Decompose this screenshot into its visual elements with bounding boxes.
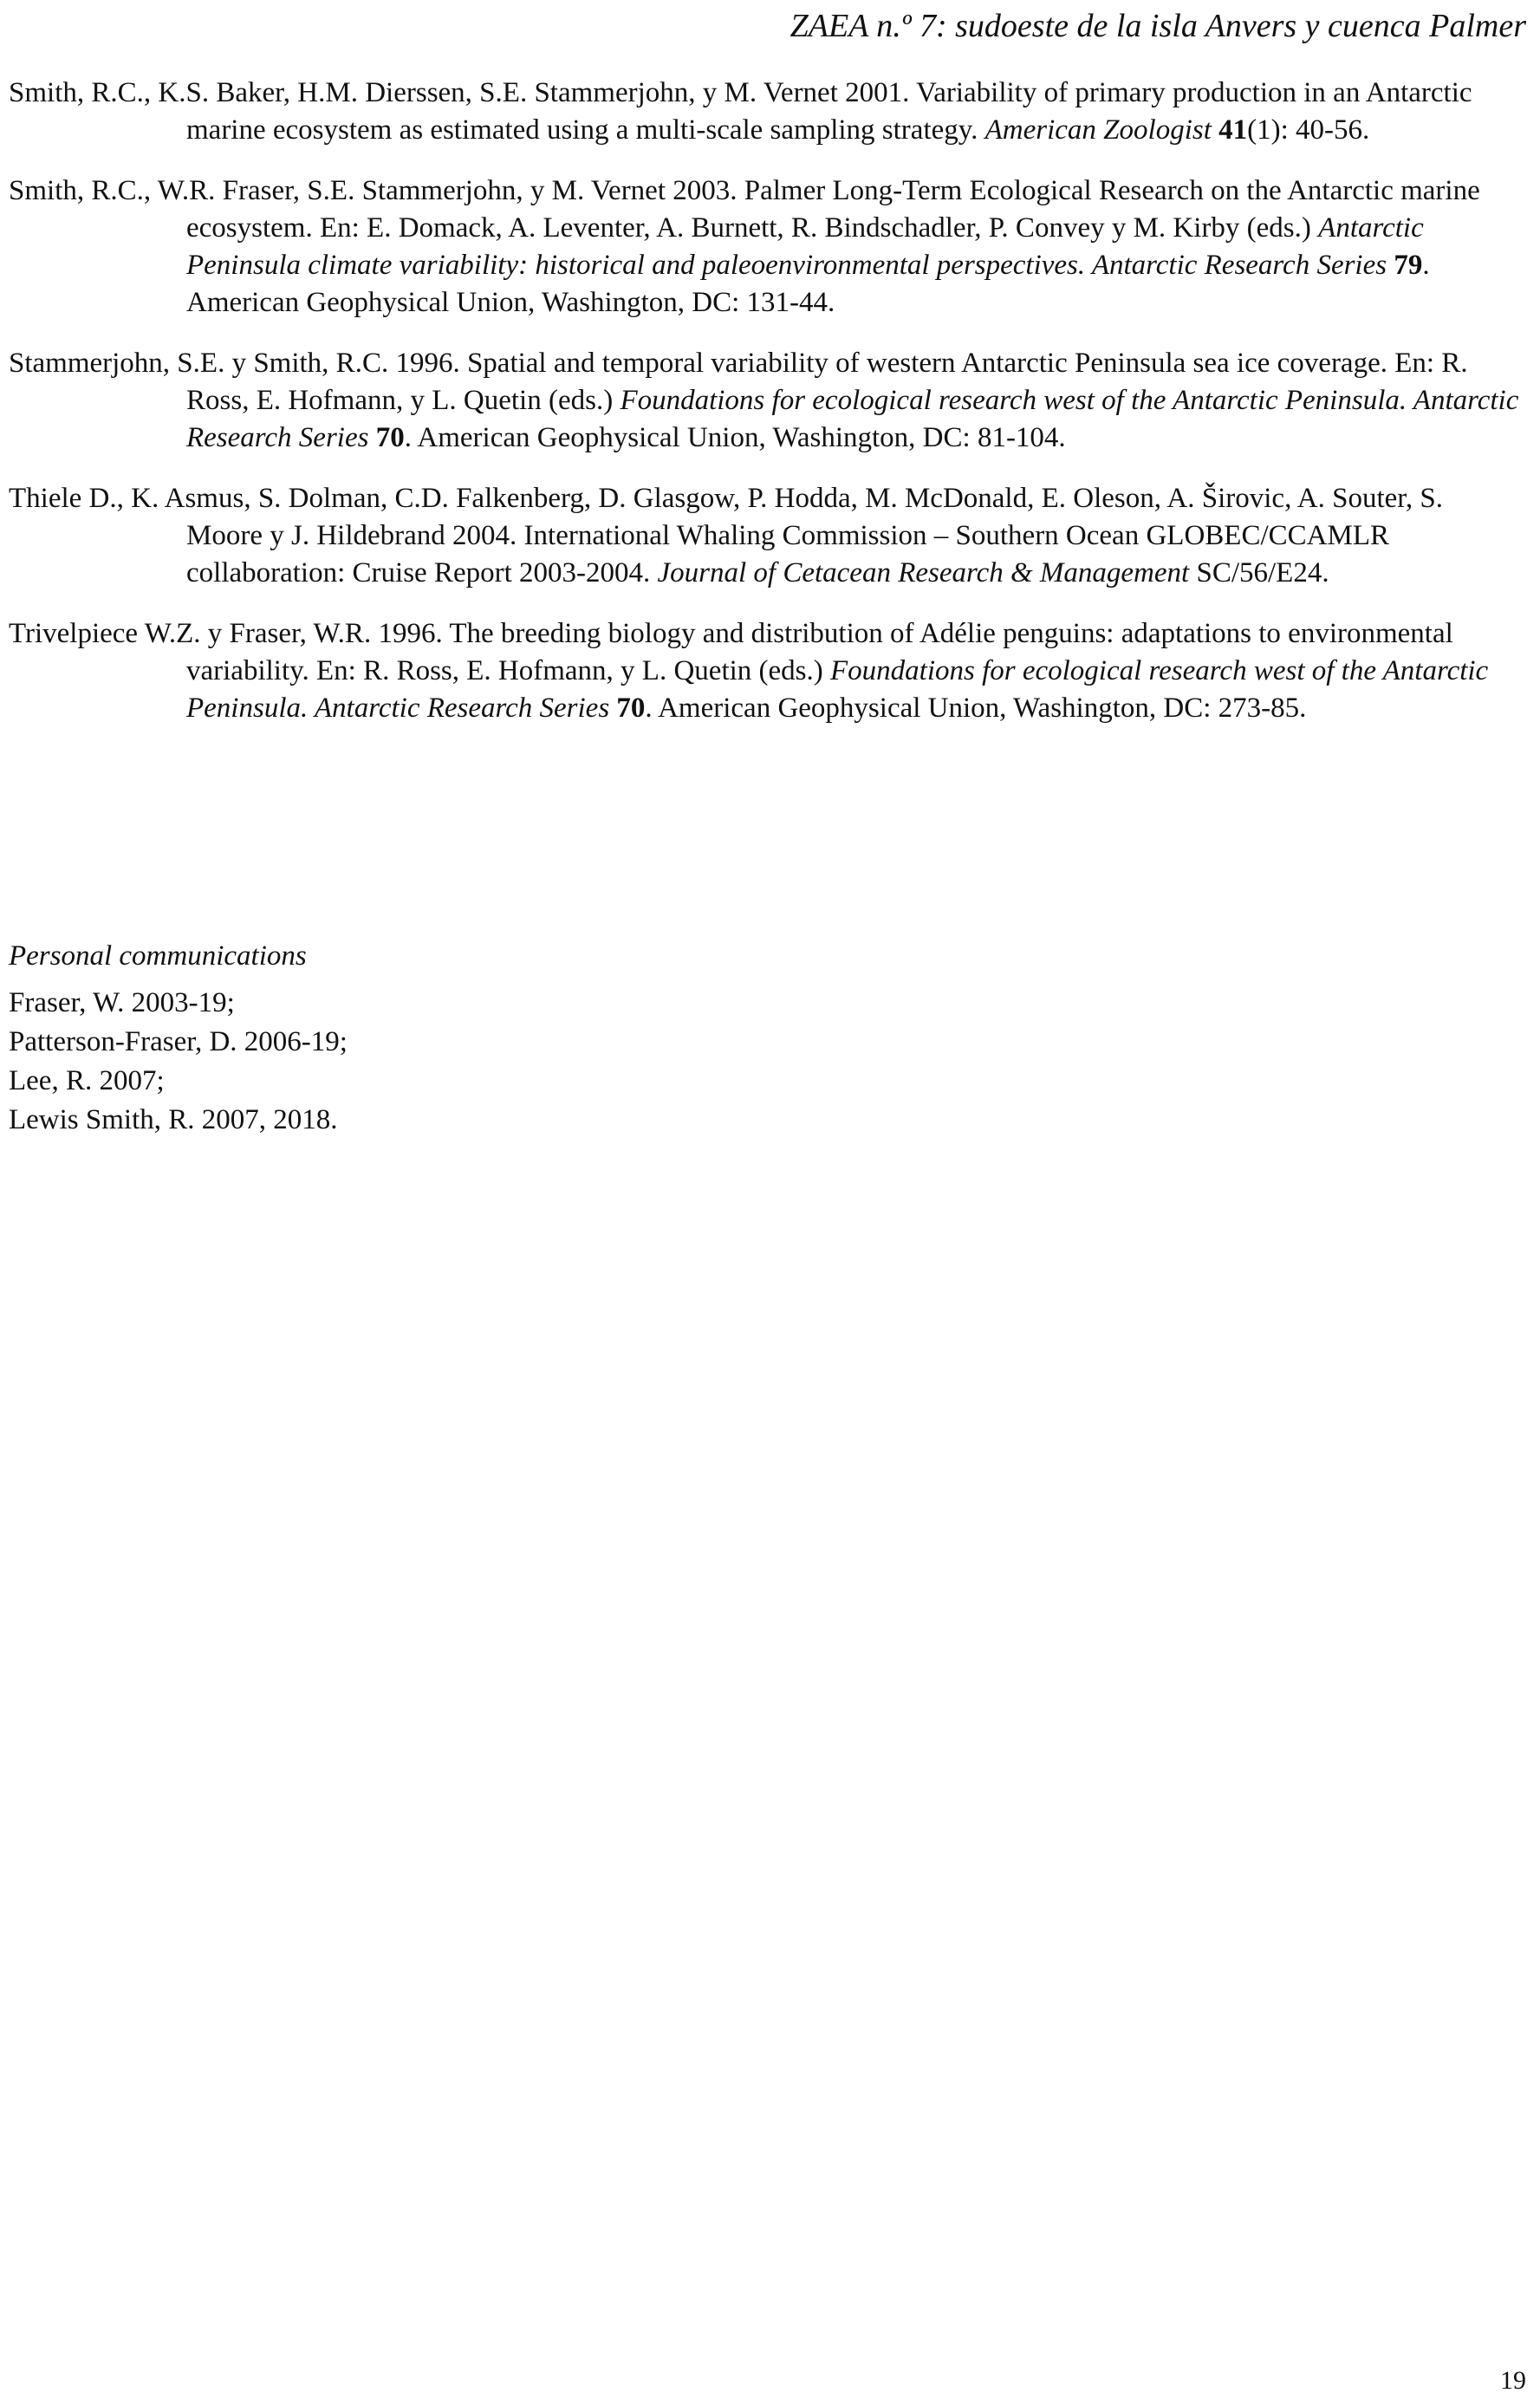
reference-book: Foundations for ecological research west of the Antarctic Peninsula. — [620, 385, 1413, 416]
reference-series: Antarctic Research Series — [314, 693, 610, 724]
reference-series: Antarctic Research Series — [186, 385, 1519, 453]
reference-item — [9, 480, 1521, 592]
reference-volume: 70 — [609, 693, 646, 724]
reference-title: Spatial and temporal variability of western Antarctic Peninsula sea ice coverage. En: R. Ross, E. Hofmann, y L. Quetin (eds.) — [186, 348, 1468, 416]
reference-series: Antarctic Research Series — [1091, 250, 1387, 281]
reference-title: Variability of primary production in an Antarctic marine ecosystem as estimated using a multi-scale sampling strategy. — [186, 77, 1472, 146]
reference-title: The breeding biology and distribution of Adélie penguins: adaptations to environmental variability. En: R. Ross, E. Hofmann, y L. Quetin (eds.) — [186, 618, 1453, 686]
personal-communication-item: Fraser, W. 2003-19; — [9, 987, 235, 1018]
running-header: ZAEA n.º 7: sudoeste de la isla Anvers y cuenca Palmer — [789, 8, 1526, 44]
reference-code: SC/56/E24. — [1189, 557, 1329, 588]
reference-item — [9, 345, 1521, 457]
reference-journal: American Zoologist — [984, 114, 1212, 146]
reference-volume: 79 — [1387, 250, 1423, 281]
personal-communications-title: Personal communications — [9, 940, 307, 972]
reference-publisher: . American Geophysical Union, Washington, DC: 131-44. — [186, 250, 1430, 318]
reference-authors: Smith, R.C., W.R. Fraser, S.E. Stammerjohn, y M. Vernet 2003. — [9, 175, 738, 206]
reference-volume: 70 — [368, 422, 405, 453]
reference-title: International Whaling Commission – Southern Ocean GLOBEC/CCAMLR collaboration: Cruise Report 2003-2004. — [186, 520, 1389, 588]
reference-authors: Stammerjohn, S.E. y Smith, R.C. 1996. — [9, 348, 460, 379]
reference-authors: Thiele D., K. Asmus, S. Dolman, C.D. Falkenberg, D. Glasgow, P. Hodda, M. McDonald, E. Oleson, A. Širovic, A. Souter, S. Moore y J. Hildebrand 2004. — [9, 483, 1444, 551]
reference-publisher: . American Geophysical Union, Washington, DC: 273-85. — [645, 693, 1307, 724]
reference-authors: Smith, R.C., K.S. Baker, H.M. Dierssen, S.E. Stammerjohn, y M. Vernet 2001. — [9, 77, 910, 108]
personal-communication-item: Patterson-Fraser, D. 2006-19; — [9, 1026, 348, 1057]
reference-list — [9, 75, 1521, 751]
personal-communications — [9, 938, 1049, 1140]
reference-book: Foundations for ecological research west of the Antarctic Peninsula. — [186, 655, 1489, 724]
reference-pages: (1): 40-56. — [1247, 114, 1370, 146]
reference-title: Palmer Long-Term Ecological Research on the Antarctic marine ecosystem. En: E. Domack, A. Leventer, A. Burnett, R. Bindschadler, P. Convey y M. Kirby (eds.) — [186, 175, 1480, 244]
reference-item — [9, 75, 1521, 149]
reference-publisher: . American Geophysical Union, Washington, DC: 81-104. — [404, 422, 1066, 453]
reference-book: Antarctic Peninsula climate variability: historical and paleoenvironmental perspectives. — [186, 212, 1424, 281]
reference-item — [9, 615, 1521, 727]
reference-journal: Journal of Cetacean Research & Management — [657, 557, 1190, 588]
reference-volume: 41 — [1218, 114, 1248, 146]
personal-communication-item: Lee, R. 2007; — [9, 1065, 165, 1096]
reference-authors: Trivelpiece W.Z. y Fraser, W.R. 1996. — [9, 618, 443, 649]
personal-communication-item: Lewis Smith, R. 2007, 2018. — [9, 1104, 338, 1135]
page-number: 19 — [1500, 2366, 1526, 2395]
reference-item — [9, 172, 1521, 322]
